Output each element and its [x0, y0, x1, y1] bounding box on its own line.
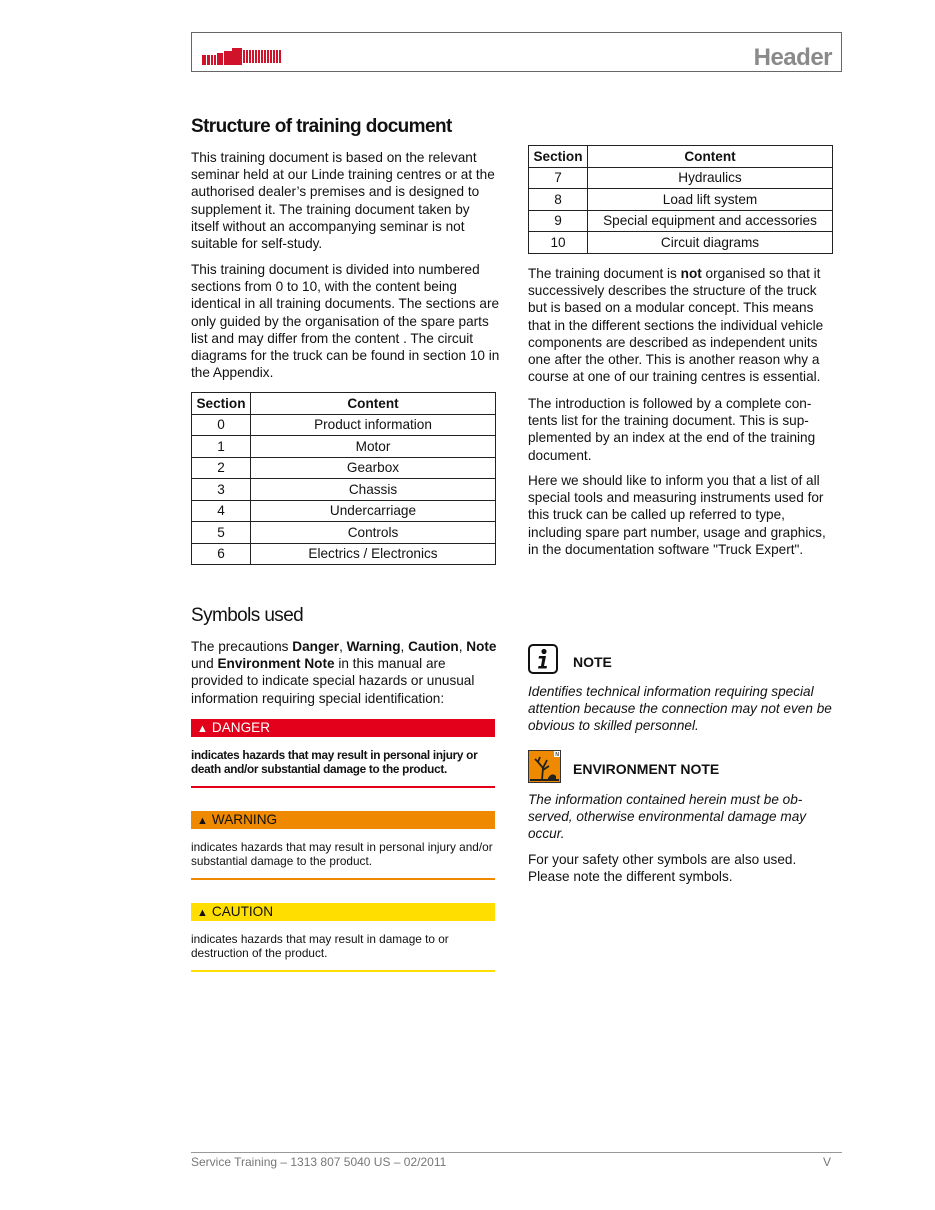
modular-text-post: organised so that it successively describes the structure of the truck but is based on a modular concept. This means that in the different sections the individual vehicle components are described as independent units one after the other. This is another reason why a course at one of our training centres is essential. [528, 266, 824, 385]
intro-sep: , [458, 639, 467, 654]
info-icon [528, 644, 558, 674]
table-row [529, 232, 833, 254]
caution-bar [191, 903, 495, 921]
intro-sep: , [400, 639, 409, 654]
table-row [529, 210, 833, 232]
paragraph-precautions [191, 638, 501, 707]
sections-table-right [528, 145, 833, 254]
paragraph-sections: This training document is divided into numbered sections from 0 to 10, with the content being identical in all training documents. The sections are only guided by the organisation of the spare parts list and may differ from the content . The circuit diagrams for the truck can be found in section 10 in the Appendix. [191, 262, 500, 381]
danger-bar [191, 719, 495, 737]
warning-triangle-icon: ▲ [197, 723, 208, 735]
section-content: Undercarriage [251, 500, 496, 522]
linde-logo-icon [202, 48, 284, 66]
warning-rule [191, 878, 495, 880]
modular-text-not: not [680, 266, 702, 281]
header-box [191, 32, 842, 72]
intro-note: Note [466, 639, 497, 654]
section-title-symbols: Symbols used [191, 605, 304, 626]
warning-label: WARNING [211, 812, 278, 827]
warning-text: indicates hazards that may result in personal injury and/or substantial damage to the product. [191, 840, 493, 868]
svg-text:N: N [555, 752, 559, 758]
intro-caution: Caution [408, 639, 459, 654]
section-content: Gearbox [251, 457, 496, 479]
section-content: Electrics / Electronics [251, 543, 496, 565]
paragraph-other-symbols: For your safety other symbols are also used. Please note the different symbols. [528, 852, 797, 885]
table-header-row [192, 393, 496, 415]
table-header-section: Section [529, 146, 588, 168]
table-row [192, 479, 496, 501]
section-content: Special equipment and accessories [588, 210, 833, 232]
note-label: NOTE [573, 654, 612, 670]
table-row [192, 457, 496, 479]
section-number: 4 [192, 500, 251, 522]
section-number: 6 [192, 543, 251, 565]
section-number: 7 [529, 167, 588, 189]
intro-text: The precautions [191, 639, 293, 654]
environment-note-text: The information contained herein must be ob-served, otherwise environmental damage may occur. [528, 792, 807, 842]
page-number: V [823, 1155, 832, 1169]
warning-triangle-icon: ▲ [197, 815, 208, 827]
section-number: 2 [192, 457, 251, 479]
table-row [192, 522, 496, 544]
section-content: Motor [251, 436, 496, 458]
table-row [192, 414, 496, 436]
intro-und: und [191, 656, 218, 672]
caution-text: indicates hazards that may result in damage to or destruction of the product. [191, 932, 449, 960]
danger-rule [191, 786, 495, 788]
caution-label: CAUTION [211, 904, 274, 919]
intro-sep: , [339, 639, 347, 654]
table-header-row [529, 146, 833, 168]
table-row [529, 167, 833, 189]
caution-rule [191, 970, 495, 972]
section-number: 5 [192, 522, 251, 544]
environment-note-label: ENVIRONMENT NOTE [573, 761, 720, 777]
table-header-section: Section [192, 393, 251, 415]
warning-bar [191, 811, 495, 829]
table-row [192, 543, 496, 565]
warning-triangle-icon: ▲ [197, 907, 208, 919]
modular-text-pre: The training document is [528, 266, 681, 281]
dead-tree-icon [528, 750, 561, 783]
section-content: Hydraulics [588, 167, 833, 189]
table-row [529, 189, 833, 211]
section-number: 1 [192, 436, 251, 458]
intro-danger: Danger [292, 639, 340, 654]
danger-text: indicates hazards that may result in personal injury or death and/or substantial damage to the product. [191, 748, 478, 776]
section-number: 3 [192, 479, 251, 501]
footer-publication: Service Training – 1313 807 5040 US – 02/2011 [191, 1155, 447, 1169]
danger-label: DANGER [211, 720, 271, 735]
table-row [192, 500, 496, 522]
paragraph-contents-list: The introduction is followed by a complete con-tents list for the training document. This is sup-plemented by an index at the end of the training document. [528, 396, 816, 463]
section-number: 9 [529, 210, 588, 232]
intro-environment-note: Environment Note [217, 656, 335, 672]
intro-end: in this manual are provided to indicate special hazards or unusual information requiring special identification: [191, 656, 475, 706]
section-content: Circuit diagrams [588, 232, 833, 254]
paragraph-modular [528, 265, 838, 385]
table-row [192, 436, 496, 458]
section-content: Load lift system [588, 189, 833, 211]
section-number: 8 [529, 189, 588, 211]
paragraph-truck-expert: Here we should like to inform you that a list of all special tools and measuring instruments used for this truck can be called up referred to type, including spare part number, usage and graphics, in the documentation software "Truck Expert". [528, 473, 826, 557]
section-content: Product information [251, 414, 496, 436]
footer-divider [191, 1152, 842, 1153]
section-title-structure: Structure of training document [191, 116, 452, 137]
header-title: Header [753, 44, 832, 71]
note-text: Identifies technical information requiring special attention because the connection may not even be obvious to skilled personnel. [528, 684, 832, 734]
table-header-content: Content [251, 393, 496, 415]
paragraph-intro: This training document is based on the relevant seminar held at our Linde training centres or at the authorised dealer’s premises and is designed to supplement it. The training document taken by itself without an accompanying seminar is not suitable for self-study. [191, 150, 495, 252]
intro-warning: Warning [346, 639, 401, 654]
section-number: 0 [192, 414, 251, 436]
table-header-content: Content [588, 146, 833, 168]
section-content: Controls [251, 522, 496, 544]
sections-table-left [191, 392, 496, 565]
section-number: 10 [529, 232, 588, 254]
section-content: Chassis [251, 479, 496, 501]
